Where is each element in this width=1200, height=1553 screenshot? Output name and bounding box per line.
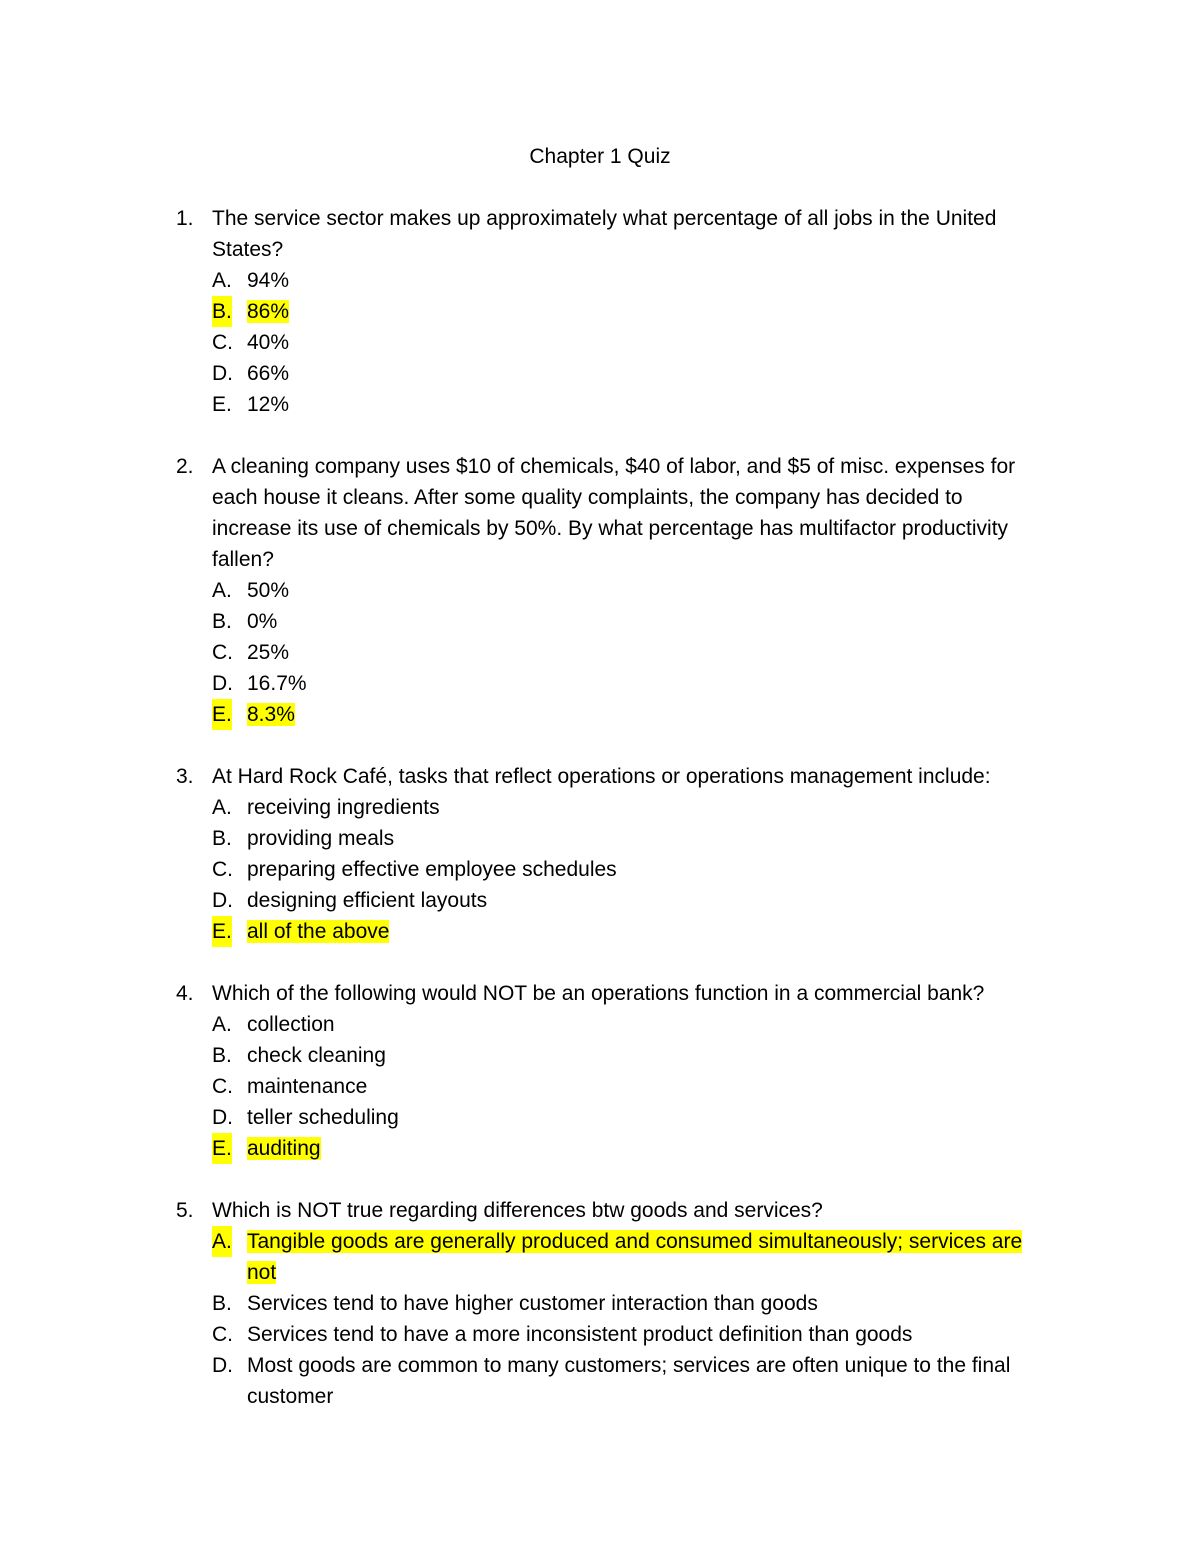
answer-options — [212, 1226, 1046, 1412]
option-letter: B. — [212, 1044, 232, 1067]
answer-option — [212, 606, 1046, 637]
answer-option-highlighted — [212, 699, 1046, 730]
option-letter: A. — [212, 269, 232, 292]
question-text: Which of the following would NOT be an operations function in a commercial bank? — [212, 982, 985, 1005]
question-text: At Hard Rock Café, tasks that reflect operations or operations management include: — [212, 765, 991, 788]
option-letter: E. — [212, 1133, 232, 1164]
option-text: collection — [247, 1013, 335, 1036]
option-text: 40% — [247, 331, 290, 354]
option-letter: E. — [212, 393, 232, 416]
option-text: 0% — [247, 610, 278, 633]
answer-option — [212, 1288, 1046, 1319]
answer-option — [212, 792, 1046, 823]
option-letter: D. — [212, 672, 233, 695]
option-letter: D. — [212, 1106, 233, 1129]
answer-option — [212, 575, 1046, 606]
option-text: 16.7% — [247, 672, 307, 695]
question-5 — [176, 1195, 1046, 1412]
question-4 — [176, 978, 1046, 1164]
answer-option-highlighted — [212, 1226, 1046, 1288]
option-letter: C. — [212, 1323, 233, 1346]
answer-option — [212, 1350, 1046, 1412]
option-text: teller scheduling — [247, 1106, 399, 1129]
question-text: The service sector makes up approximately what percentage of all jobs in the United States? — [212, 207, 997, 261]
option-text: Tangible goods are generally produced and consumed simultaneously; services are not — [247, 1230, 1023, 1284]
option-text: Services tend to have a more inconsistent product definition than goods — [247, 1323, 913, 1346]
option-text: 25% — [247, 641, 290, 664]
question-text: Which is NOT true regarding differences btw goods and services? — [212, 1199, 823, 1222]
answer-options — [212, 792, 1046, 947]
answer-option — [212, 668, 1046, 699]
question-number: 4. — [176, 982, 194, 1005]
option-text: 86% — [247, 300, 290, 323]
option-text: 94% — [247, 269, 290, 292]
answer-options — [212, 1009, 1046, 1164]
option-letter: C. — [212, 641, 233, 664]
option-letter: D. — [212, 1354, 233, 1377]
question-list — [176, 203, 1046, 1443]
question-3 — [176, 761, 1046, 947]
option-text: receiving ingredients — [247, 796, 440, 819]
answer-options — [212, 575, 1046, 730]
option-letter: D. — [212, 362, 233, 385]
answer-option — [212, 265, 1046, 296]
answer-option — [212, 1040, 1046, 1071]
answer-options — [212, 265, 1046, 420]
option-letter: D. — [212, 889, 233, 912]
answer-option — [212, 854, 1046, 885]
option-letter: A. — [212, 1226, 232, 1257]
answer-option — [212, 823, 1046, 854]
option-letter: C. — [212, 1075, 233, 1098]
option-letter: E. — [212, 699, 232, 730]
option-letter: A. — [212, 796, 232, 819]
option-letter: C. — [212, 858, 233, 881]
option-text: all of the above — [247, 920, 390, 943]
question-1 — [176, 203, 1046, 420]
answer-option — [212, 1102, 1046, 1133]
question-2 — [176, 451, 1046, 730]
option-text: Services tend to have higher customer interaction than goods — [247, 1292, 818, 1315]
option-letter: B. — [212, 610, 232, 633]
question-number: 3. — [176, 765, 194, 788]
option-text: providing meals — [247, 827, 395, 850]
option-text: check cleaning — [247, 1044, 386, 1067]
option-letter: E. — [212, 916, 232, 947]
option-letter: A. — [212, 579, 232, 602]
option-text: 66% — [247, 362, 290, 385]
answer-option — [212, 1071, 1046, 1102]
option-text: 12% — [247, 393, 290, 416]
answer-option — [212, 637, 1046, 668]
option-letter: B. — [212, 1292, 232, 1315]
option-letter: A. — [212, 1013, 232, 1036]
document-title: Chapter 1 Quiz — [529, 145, 671, 168]
answer-option — [212, 327, 1046, 358]
option-letter: B. — [212, 827, 232, 850]
answer-option-highlighted — [212, 1133, 1046, 1164]
answer-option — [212, 1319, 1046, 1350]
answer-option-highlighted — [212, 916, 1046, 947]
option-text: 8.3% — [247, 703, 295, 726]
option-text: maintenance — [247, 1075, 368, 1098]
question-number: 1. — [176, 207, 194, 230]
answer-option — [212, 389, 1046, 420]
question-text: A cleaning company uses $10 of chemicals, $40 of labor, and $5 of misc. expenses for each house it cleans. After some quality complaints, the company has decided to increase its use of chemicals by 50%. By what percentage has multifactor productivity fallen? — [212, 455, 1016, 571]
answer-option — [212, 1009, 1046, 1040]
option-text: designing efficient layouts — [247, 889, 488, 912]
answer-option-highlighted — [212, 296, 1046, 327]
answer-option — [212, 885, 1046, 916]
option-letter: B. — [212, 296, 232, 327]
option-text: Most goods are common to many customers; services are often unique to the final customer — [247, 1354, 1011, 1408]
option-letter: C. — [212, 331, 233, 354]
option-text: 50% — [247, 579, 290, 602]
question-number: 5. — [176, 1199, 194, 1222]
option-text: preparing effective employee schedules — [247, 858, 617, 881]
question-number: 2. — [176, 455, 194, 478]
answer-option — [212, 358, 1046, 389]
option-text: auditing — [247, 1137, 321, 1160]
